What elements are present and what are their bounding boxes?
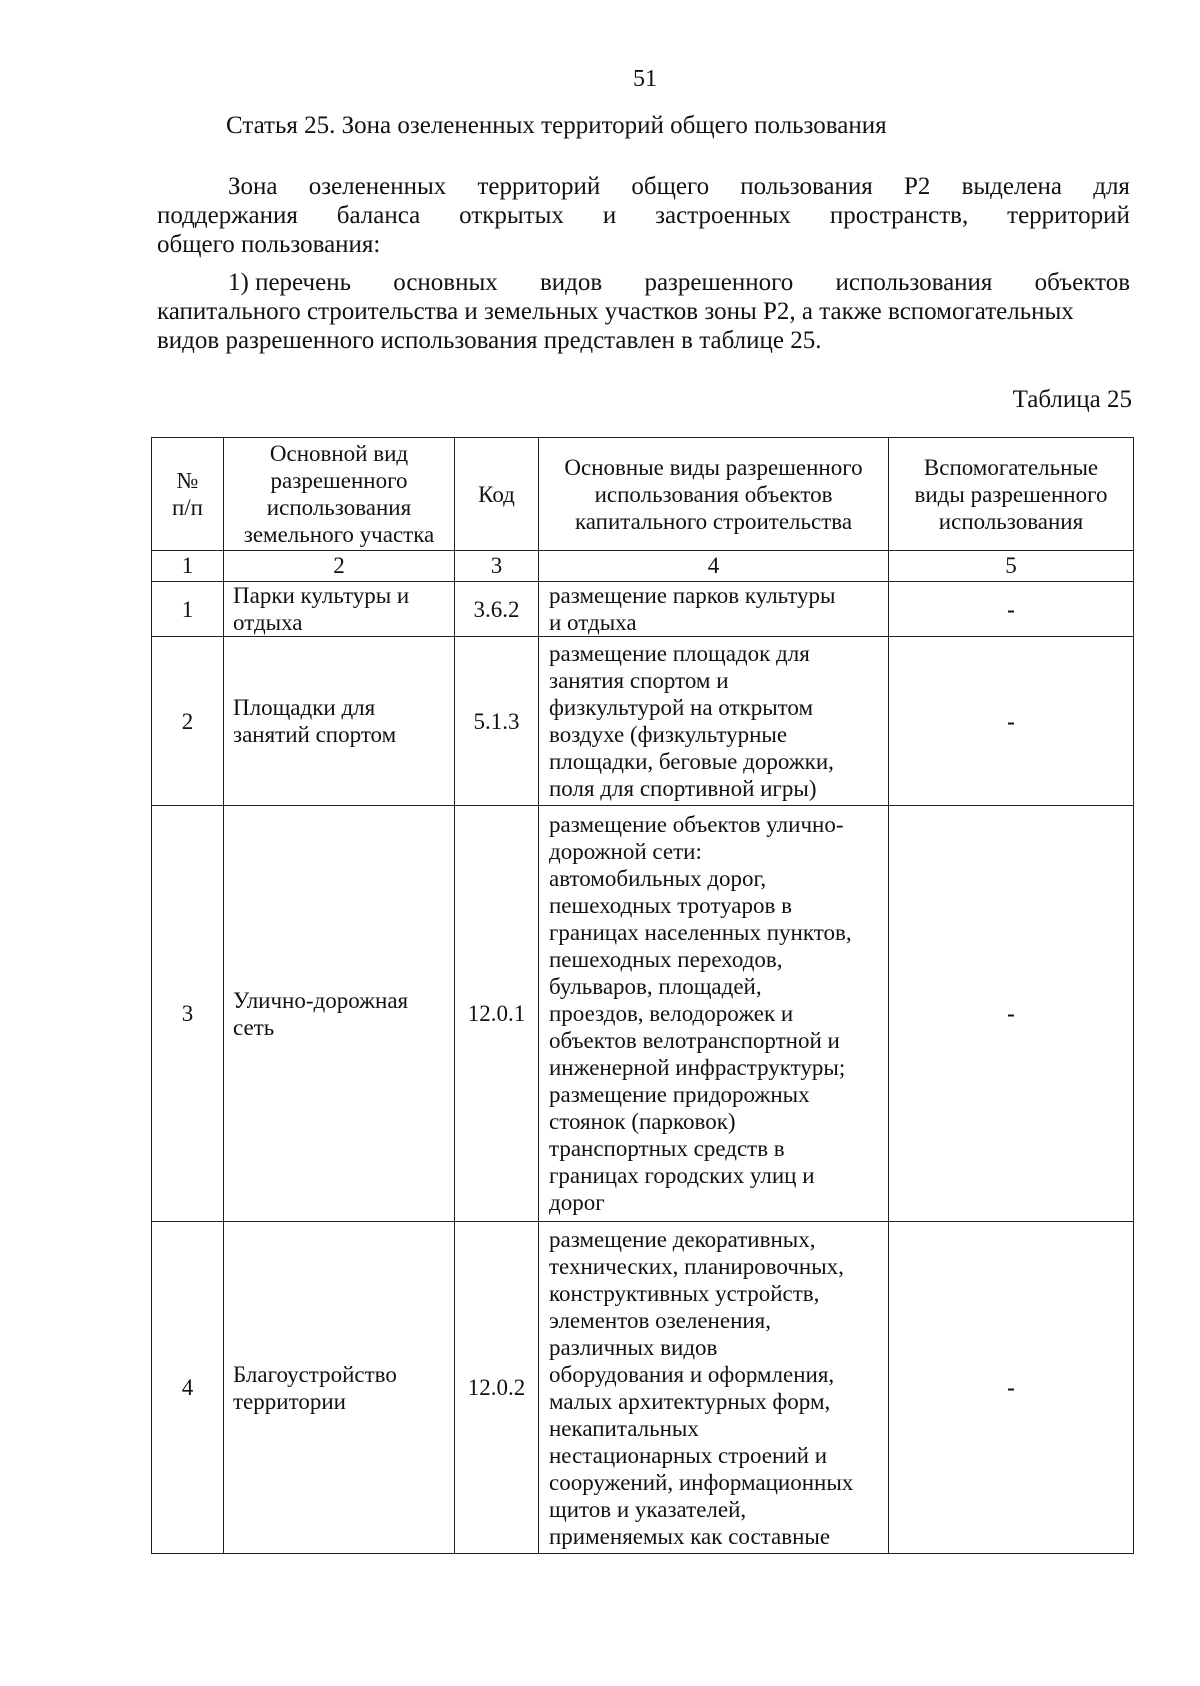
text-line: Основной вид <box>269 441 409 466</box>
column-number: 4 <box>539 551 889 582</box>
text-line: проездов, велодорожек и <box>549 1001 794 1026</box>
text-line: площадки, беговые дорожки, <box>549 749 834 774</box>
table-row <box>152 637 1134 806</box>
text-line: элементов озеленения, <box>549 1307 772 1333</box>
row-land-use <box>224 1222 455 1554</box>
page-number: 51 <box>633 66 657 92</box>
text-line: № <box>176 468 199 493</box>
text-line: сеть <box>233 1014 275 1040</box>
text-line: автомобильных дорог, <box>549 866 767 891</box>
header-land-use <box>224 438 455 551</box>
word: и <box>602 202 617 229</box>
word: Р2 <box>903 173 931 200</box>
text-line: поля для спортивной игры) <box>549 776 817 801</box>
text-line: нестационарных строений и <box>549 1442 827 1468</box>
word: пользования <box>740 173 873 200</box>
text-line: использования объектов <box>594 481 833 507</box>
column-number: 5 <box>889 551 1134 582</box>
column-number: 1 <box>152 551 224 582</box>
word: Зона <box>228 173 278 200</box>
text-line: размещение парков культуры <box>549 583 836 608</box>
text-line: дорожной сети: <box>549 839 702 864</box>
intro-line-1 <box>157 172 1130 201</box>
row-capital-use <box>539 1222 889 1554</box>
text-line: Код <box>478 481 515 507</box>
text-line: конструктивных устройств, <box>549 1280 820 1306</box>
word: открытых <box>459 202 564 229</box>
zone-table <box>151 437 1134 1554</box>
text-line: дорог <box>549 1190 605 1215</box>
row-auxiliary: - <box>889 1222 1134 1554</box>
item1-line-2: капитального строительства и земельных участков зоны Р2, а также вспомогательных <box>157 298 1074 325</box>
column-number: 2 <box>224 551 455 582</box>
item1-paragraph <box>157 268 1130 355</box>
text-line: использования <box>938 508 1084 534</box>
text-line: отдыха <box>233 610 303 635</box>
row-auxiliary: - <box>889 806 1134 1222</box>
word: основных <box>393 269 498 296</box>
row-num: 4 <box>152 1222 224 1554</box>
row-code: 3.6.2 <box>455 582 539 637</box>
header-auxiliary <box>889 438 1134 551</box>
word: выделена <box>961 173 1063 200</box>
text-line: сооружений, информационных <box>549 1469 854 1495</box>
text-line: некапитальных <box>549 1415 699 1441</box>
text-line: Благоустройство <box>233 1361 397 1387</box>
word: баланса <box>336 202 421 229</box>
text-line: и отдыха <box>549 610 637 635</box>
row-code: 12.0.2 <box>455 1222 539 1554</box>
text-line: использования <box>266 495 412 520</box>
text-line: бульваров, площадей, <box>549 974 762 999</box>
text-line: различных видов <box>549 1334 718 1360</box>
word: застроенных <box>655 202 791 229</box>
text-line: размещение декоративных, <box>549 1226 816 1252</box>
header-num <box>152 438 224 551</box>
row-capital-use <box>539 637 889 806</box>
item1-line-1 <box>157 268 1130 297</box>
text-line: земельного участка <box>243 522 435 547</box>
word: использования <box>835 269 993 296</box>
row-auxiliary: - <box>889 582 1134 637</box>
header-capital-use <box>539 438 889 551</box>
text-line: п/п <box>171 495 203 520</box>
text-line: применяемых как составные <box>549 1523 831 1549</box>
text-line: Вспомогательные <box>923 454 1099 480</box>
word: объектов <box>1034 269 1130 296</box>
text-line: Площадки для <box>233 695 376 720</box>
table-row <box>152 582 1134 637</box>
intro-line-2 <box>157 201 1130 230</box>
word: общего <box>631 173 710 200</box>
word: поддержания <box>157 202 298 229</box>
word: для <box>1093 173 1130 200</box>
text-line: занятий спортом <box>233 722 397 747</box>
row-num: 2 <box>152 637 224 806</box>
column-number-row <box>152 551 1134 582</box>
word: 1) перечень <box>228 269 351 296</box>
table-row <box>152 1222 1134 1554</box>
text-line: щитов и указателей, <box>549 1496 747 1522</box>
row-land-use <box>224 806 455 1222</box>
row-capital-use <box>539 582 889 637</box>
text-line: капитального строительства <box>574 508 853 534</box>
article-title: Статья 25. Зона озелененных территорий общего пользования <box>226 112 887 139</box>
header-code <box>455 438 539 551</box>
text-line: объектов велотранспортной и <box>549 1028 840 1053</box>
text-line: Парки культуры и <box>233 583 410 608</box>
word: озелененных <box>308 173 447 200</box>
row-land-use <box>224 582 455 637</box>
text-line: оборудования и оформления, <box>549 1361 835 1387</box>
text-line: пешеходных тротуаров в <box>549 893 792 918</box>
item1-line-3: видов разрешенного использования представлен в таблице 25. <box>157 327 822 354</box>
table-row <box>152 806 1134 1222</box>
word: территорий <box>1007 202 1130 229</box>
text-line: транспортных средств в <box>549 1136 785 1161</box>
text-line: территории <box>233 1388 346 1414</box>
text-line: размещение площадок для <box>549 641 810 666</box>
text-line: границах городских улиц и <box>549 1163 815 1188</box>
table-label: Таблица 25 <box>1012 386 1132 413</box>
text-line: размещение придорожных <box>549 1082 810 1107</box>
text-line: границах населенных пунктов, <box>549 920 852 945</box>
row-auxiliary: - <box>889 637 1134 806</box>
word: разрешенного <box>644 269 794 296</box>
text-line: разрешенного <box>270 468 408 493</box>
column-number: 3 <box>455 551 539 582</box>
word: видов <box>540 269 603 296</box>
row-code: 5.1.3 <box>455 637 539 806</box>
row-num: 3 <box>152 806 224 1222</box>
text-line: малых архитектурных форм, <box>549 1388 831 1414</box>
table-header-row <box>152 438 1134 551</box>
row-capital-use <box>539 806 889 1222</box>
text-line: инженерной инфраструктуры; <box>549 1055 846 1080</box>
text-line: физкультурой на открытом <box>549 695 814 720</box>
text-line: воздухе (физкультурные <box>549 722 788 747</box>
text-line: технических, планировочных, <box>549 1253 844 1279</box>
text-line: Основные виды разрешенного <box>564 454 863 480</box>
text-line: размещение объектов улично- <box>549 812 844 837</box>
text-line: стоянок (парковок) <box>549 1109 736 1134</box>
word: территорий <box>477 173 601 200</box>
row-num: 1 <box>152 582 224 637</box>
intro-paragraph <box>157 172 1130 259</box>
text-line: занятия спортом и <box>549 668 729 693</box>
word: пространств, <box>829 202 969 229</box>
text-line: виды разрешенного <box>914 481 1108 507</box>
intro-line-3: общего пользования: <box>157 231 381 258</box>
row-code: 12.0.1 <box>455 806 539 1222</box>
row-land-use <box>224 637 455 806</box>
text-line: пешеходных переходов, <box>549 947 783 972</box>
text-line: Улично-дорожная <box>233 987 409 1013</box>
